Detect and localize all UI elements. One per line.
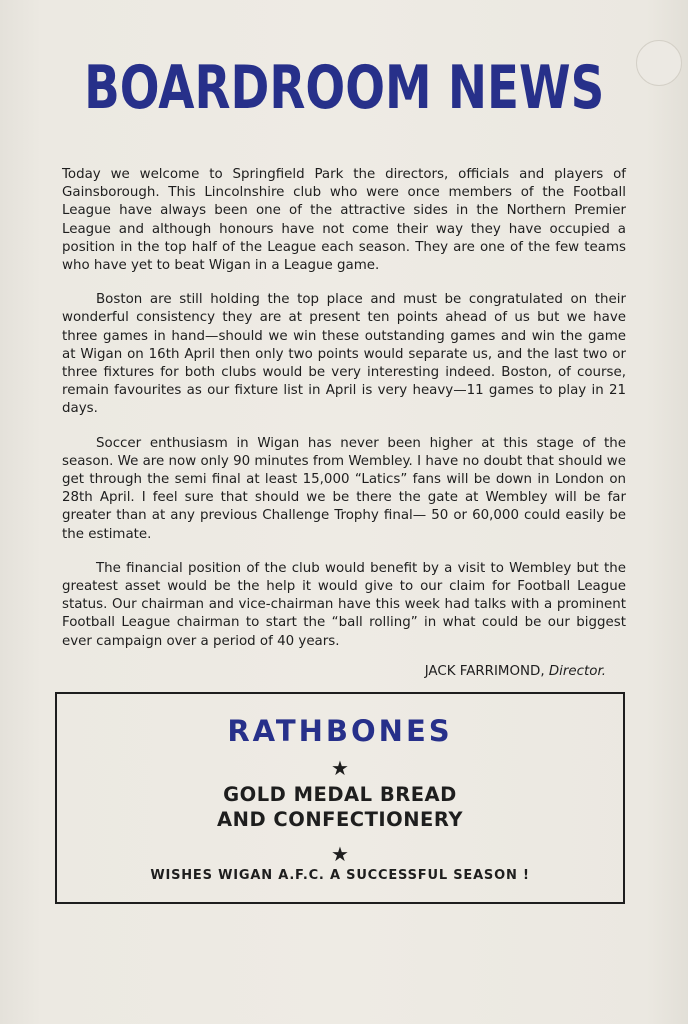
page-title: BOARDROOM NEWS bbox=[84, 53, 605, 123]
article-paragraph: Soccer enthusiasm in Wigan has never been higher at this stage of the season. We are now only 90 minutes from Wembley. I have no doubt that should we get through the semi final at least 15,000 “Latics” fans will be down in London on 28th April. I feel sure that should we be there the gate at Wembley will be far greater than at any previous Challenge Trophy final— 50 or 60,000 could easily be the estimate. bbox=[62, 435, 626, 542]
advert-brand-name: RATHBONES bbox=[227, 714, 453, 748]
article-paragraph: The financial position of the club would benefit by a visit to Wembley but the greatest asset would be the help it would give to our claim for Football League status. Our chairman and vice-chairman have this week had talks with a prominent Football League chairman to start the “ball rolling” in what could be our biggest ever campaign over a period of 40 years. bbox=[62, 560, 626, 649]
signature-role: Director. bbox=[548, 663, 606, 679]
article-paragraph: Boston are still holding the top place and must be congratulated on their wonderful consistency they are at present ten points ahead of us but we have three games in hand—should we win these outstanding games and win the game at Wigan on 16th April then only two points would separate us, and the last two or three fixtures for both clubs would be very interesting indeed. Boston, of course, remain favourites as our fixture list in April is very heavy—11 games to play in 21 days. bbox=[62, 292, 626, 417]
advert-product-line: AND CONFECTIONERY bbox=[217, 808, 463, 831]
article-body bbox=[62, 166, 626, 681]
punch-hole bbox=[636, 40, 682, 86]
article-signature bbox=[62, 663, 606, 681]
article-paragraph: Today we welcome to Springfield Park the directors, officials and players of Gainsborough. This Lincolnshire club who were once members of the Football League have always been one of the attractive sides in the Northern Premier League and although honours have not come their way they have occupied a position in the top half of the League each season. They are one of the few teams who have yet to beat Wigan in a League game. bbox=[62, 167, 626, 274]
rathbones-advert bbox=[55, 692, 625, 904]
advert-tagline: WISHES WIGAN A.F.C. A SUCCESSFUL SEASON ! bbox=[150, 868, 530, 883]
advert-product-line: GOLD MEDAL BREAD bbox=[223, 783, 457, 806]
signature-name: JACK FARRIMOND, bbox=[424, 663, 545, 679]
star-icon: ★ bbox=[331, 756, 349, 780]
star-icon: ★ bbox=[331, 842, 349, 866]
